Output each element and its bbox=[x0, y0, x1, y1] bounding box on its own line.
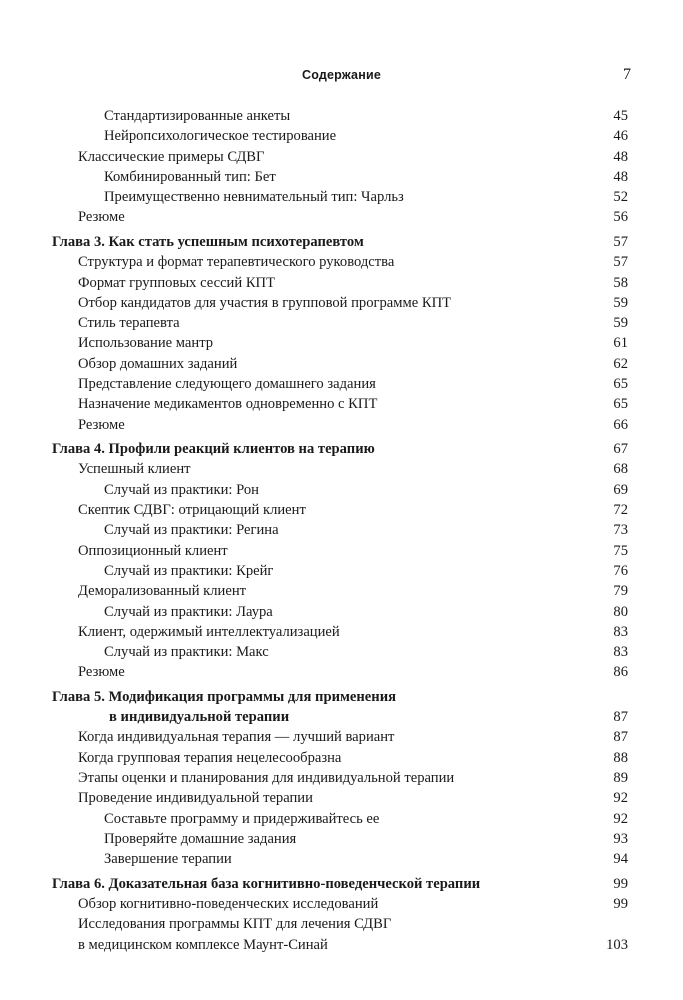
toc-entry bbox=[52, 541, 628, 561]
toc-entry-page: 69 bbox=[613, 481, 628, 498]
toc-entry-title: в медицинском комплексе Маунт-Синай bbox=[78, 936, 328, 953]
toc-entry-page: 59 bbox=[613, 294, 628, 311]
toc-entry-title: в индивидуальной терапии bbox=[109, 709, 290, 726]
toc-entry-title: Назначение медикаментов одновременно с КПТ bbox=[78, 396, 378, 413]
toc-entry-title: Когда групповая терапия нецелесообразна bbox=[78, 749, 342, 766]
toc-entry bbox=[52, 707, 628, 727]
toc-entry bbox=[52, 935, 628, 955]
toc-entry-page: 61 bbox=[613, 335, 628, 352]
toc-entry bbox=[52, 106, 628, 126]
toc-entry bbox=[52, 561, 628, 581]
toc-entry-title: Случай из практики: Крейг bbox=[104, 562, 274, 579]
toc-entry-title: Случай из практики: Лаура bbox=[104, 603, 273, 620]
toc-entry bbox=[52, 602, 628, 622]
toc-entry-page: 72 bbox=[613, 502, 628, 519]
toc-entry-page: 48 bbox=[613, 168, 628, 185]
toc-entry-page: 67 bbox=[613, 441, 628, 458]
toc-entry bbox=[52, 727, 628, 747]
toc-entry-title: Проверяйте домашние задания bbox=[104, 830, 297, 847]
toc-entry-page: 65 bbox=[613, 396, 628, 413]
toc-entry-page: 58 bbox=[613, 274, 628, 291]
toc-chapter-entry bbox=[52, 232, 628, 252]
toc-entry bbox=[52, 354, 628, 374]
toc-entry-title: Структура и формат терапевтического руководства bbox=[78, 254, 395, 271]
toc-entry bbox=[52, 748, 628, 768]
toc-entry bbox=[52, 252, 628, 272]
toc-entry-title: Резюме bbox=[78, 209, 125, 226]
toc-entry bbox=[52, 520, 628, 540]
toc-entry-title: Глава 3. Как стать успешным психотерапевтом bbox=[52, 233, 364, 250]
toc-entry-page: 56 bbox=[613, 209, 628, 226]
toc-entry bbox=[52, 459, 628, 479]
toc-entry-page: 76 bbox=[613, 562, 628, 579]
toc-entry-page: 99 bbox=[613, 875, 628, 892]
toc-entry-page: 92 bbox=[613, 810, 628, 827]
toc-entry-title: Глава 4. Профили реакций клиентов на терапию bbox=[52, 441, 375, 458]
toc-entry bbox=[52, 167, 628, 187]
toc-entry-title: Классические примеры СДВГ bbox=[78, 148, 265, 165]
toc-entry-page: 45 bbox=[613, 108, 628, 124]
toc-entry bbox=[52, 788, 628, 808]
toc-entry-page: 87 bbox=[613, 709, 628, 726]
toc-entry bbox=[52, 642, 628, 662]
toc-entry-page: 59 bbox=[613, 315, 628, 332]
toc-entry-title: Формат групповых сессий КПТ bbox=[78, 274, 276, 291]
toc-entry-title: Исследования программы КПТ для лечения СДВГ bbox=[78, 916, 392, 933]
toc-entry-page: 103 bbox=[606, 936, 628, 953]
toc-entry bbox=[52, 480, 628, 500]
toc-entry-page: 92 bbox=[613, 790, 628, 807]
toc-chapter-entry bbox=[52, 874, 628, 894]
table-of-contents bbox=[52, 106, 628, 955]
toc-entry bbox=[52, 894, 628, 914]
toc-entry bbox=[52, 394, 628, 414]
toc-entry-page: 80 bbox=[613, 603, 628, 620]
toc-entry-title: Деморализованный клиент bbox=[78, 583, 247, 600]
toc-entry-page: 73 bbox=[613, 522, 628, 539]
toc-entry-page: 66 bbox=[613, 416, 628, 433]
toc-entry-page: 87 bbox=[613, 729, 628, 746]
toc-entry-title: Успешный клиент bbox=[78, 461, 191, 478]
toc-entry bbox=[52, 768, 628, 788]
toc-entry-title: Представление следующего домашнего задания bbox=[78, 376, 376, 393]
toc-entry bbox=[52, 500, 628, 520]
toc-entry-page: 86 bbox=[613, 664, 628, 681]
toc-entry-title: Глава 6. Доказательная база когнитивно-поведенческой терапии bbox=[52, 875, 481, 892]
toc-entry bbox=[52, 187, 628, 207]
toc-entry-title: Случай из практики: Регина bbox=[104, 522, 279, 539]
toc-entry-title: Обзор когнитивно-поведенческих исследований bbox=[78, 896, 379, 913]
toc-entry bbox=[52, 126, 628, 146]
toc-entry bbox=[52, 809, 628, 829]
toc-entry-page: 79 bbox=[613, 583, 628, 600]
toc-entry-page: 68 bbox=[613, 461, 628, 478]
toc-entry-page: 57 bbox=[613, 233, 628, 250]
toc-entry-title: Обзор домашних заданий bbox=[78, 355, 238, 372]
toc-entry-title: Случай из практики: Рон bbox=[104, 481, 259, 498]
toc-entry bbox=[52, 293, 628, 313]
toc-entry bbox=[52, 374, 628, 394]
toc-entry-page: 88 bbox=[613, 749, 628, 766]
toc-entry-title: Использование мантр bbox=[78, 335, 214, 352]
toc-entry-title: Стиль терапевта bbox=[78, 315, 180, 332]
toc-entry bbox=[52, 914, 628, 934]
toc-entry-page: 65 bbox=[613, 376, 628, 393]
toc-entry bbox=[52, 313, 628, 333]
toc-entry-title: Резюме bbox=[78, 416, 125, 433]
toc-entry-page: 99 bbox=[613, 896, 628, 913]
toc-entry bbox=[52, 622, 628, 642]
toc-entry bbox=[52, 829, 628, 849]
toc-entry bbox=[52, 581, 628, 601]
toc-entry-title: Резюме bbox=[78, 664, 125, 681]
toc-entry-title: Составьте программу и придерживайтесь ее bbox=[104, 810, 380, 827]
toc-entry-title: Когда индивидуальная терапия — лучший вариант bbox=[78, 729, 395, 746]
running-head bbox=[0, 66, 683, 86]
toc-entry-title: Проведение индивидуальной терапии bbox=[78, 790, 313, 807]
toc-entry-page: 46 bbox=[613, 128, 628, 145]
toc-entry-title: Завершение терапии bbox=[104, 851, 232, 868]
toc-entry-title: Случай из практики: Макс bbox=[104, 644, 269, 661]
toc-entry-page: 48 bbox=[613, 148, 628, 165]
toc-entry-title: Отбор кандидатов для участия в групповой программе КПТ bbox=[78, 294, 452, 311]
page-number: 7 bbox=[623, 66, 631, 83]
toc-entry-title: Стандартизированные анкеты bbox=[104, 108, 291, 124]
toc-entry-page: 89 bbox=[613, 770, 628, 787]
toc-entry bbox=[52, 207, 628, 227]
toc-entry-title: Нейропсихологическое тестирование bbox=[104, 128, 337, 145]
toc-entry-title: Этапы оценки и планирования для индивидуальной терапии bbox=[78, 770, 455, 787]
toc-chapter-entry bbox=[52, 687, 628, 707]
toc-entry-title: Преимущественно невнимательный тип: Чарльз bbox=[104, 189, 404, 206]
toc-entry bbox=[52, 662, 628, 682]
toc-entry-page: 83 bbox=[613, 644, 628, 661]
toc-entry-title: Скептик СДВГ: отрицающий клиент bbox=[78, 502, 306, 519]
toc-entry-title: Комбинированный тип: Бет bbox=[104, 168, 276, 185]
toc-chapter-entry bbox=[52, 439, 628, 459]
toc-entry bbox=[52, 333, 628, 353]
running-head-title: Содержание bbox=[301, 68, 381, 82]
toc-entry-page: 62 bbox=[613, 355, 628, 372]
toc-entry-page: 93 bbox=[613, 830, 628, 847]
toc-entry bbox=[52, 273, 628, 293]
toc-entry-page: 75 bbox=[613, 542, 628, 559]
toc-entry-title: Глава 5. Модификация программы для применения bbox=[52, 688, 396, 705]
toc-entry-title: Клиент, одержимый интеллектуализацией bbox=[78, 623, 340, 640]
toc-entry bbox=[52, 147, 628, 167]
toc-entry-page: 57 bbox=[613, 254, 628, 271]
toc-entry-title: Оппозиционный клиент bbox=[78, 542, 228, 559]
toc-entry bbox=[52, 849, 628, 869]
toc-entry-page: 52 bbox=[613, 189, 628, 206]
toc-entry bbox=[52, 415, 628, 435]
toc-entry-page: 94 bbox=[613, 851, 628, 868]
toc-entry-page: 83 bbox=[613, 623, 628, 640]
